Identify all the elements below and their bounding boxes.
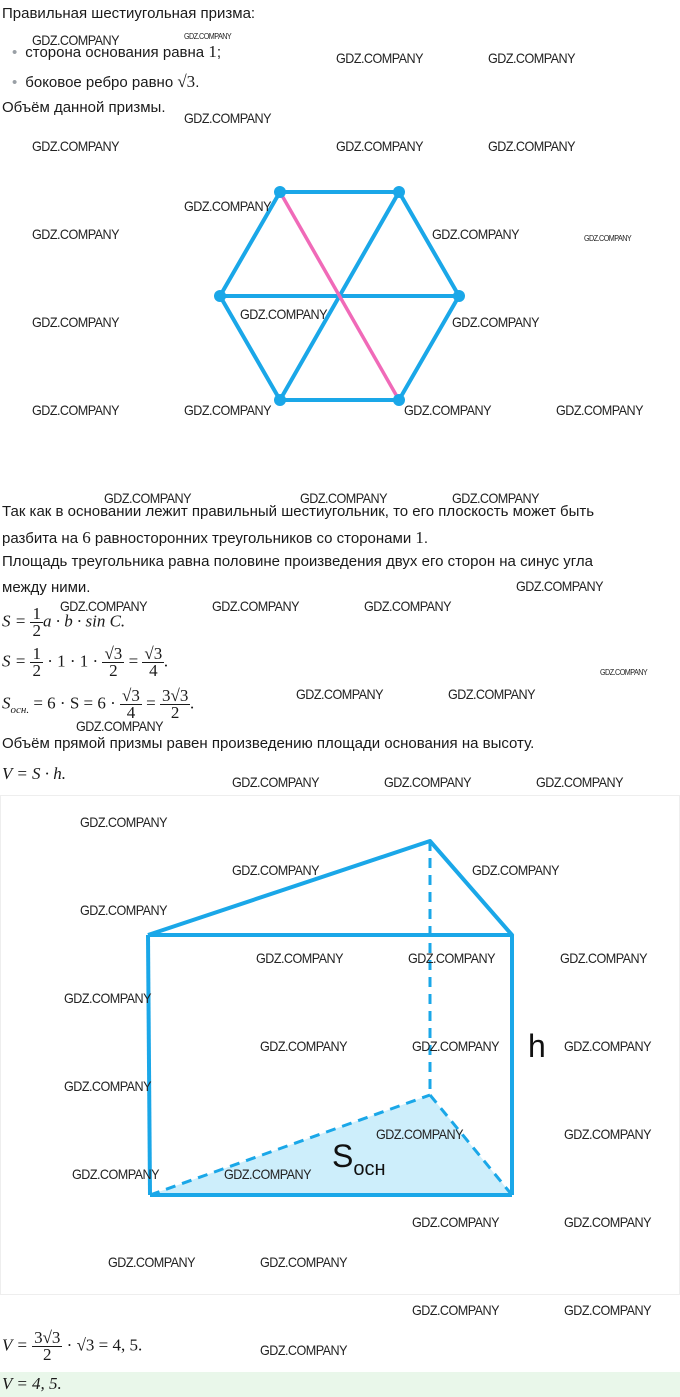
prism-base-label: $S_{осн}$: [332, 1138, 386, 1180]
prism-base-fill: [150, 1095, 512, 1195]
bullet-side: • сторона основания равна 1;: [12, 42, 221, 61]
formula-volume-result: V = $\frac{3√3}{2}$ · √3 = 4, 5.: [2, 1328, 143, 1364]
watermark: GDZ.COMPANY: [452, 490, 539, 506]
watermark: GDZ.COMPANY: [224, 1166, 311, 1182]
prism-left-edge: [148, 935, 150, 1195]
prism-top-face: [148, 841, 512, 935]
watermark: GDZ.COMPANY: [516, 578, 603, 594]
answer-text: V = 4, 5.: [2, 1374, 62, 1393]
watermark: GDZ.COMPANY: [404, 402, 491, 418]
watermark: GDZ.COMPANY: [32, 226, 119, 242]
formula-area-general: S = $\frac{1}{2}$ a · b · sin C.: [2, 604, 126, 640]
watermark: GDZ.COMPANY: [72, 1166, 159, 1182]
watermark: GDZ.COMPANY: [412, 1038, 499, 1054]
watermark: GDZ.COMPANY: [488, 138, 575, 154]
watermark: GDZ.COMPANY: [80, 814, 167, 830]
watermark: GDZ.COMPANY: [60, 598, 147, 614]
watermark: GDZ.COMPANY: [564, 1126, 651, 1142]
watermark: GDZ.COMPANY: [584, 234, 632, 243]
watermark: GDZ.COMPANY: [76, 718, 163, 734]
watermark: GDZ.COMPANY: [64, 1078, 151, 1094]
watermark: GDZ.COMPANY: [432, 226, 519, 242]
watermark: GDZ.COMPANY: [80, 902, 167, 918]
watermark: GDZ.COMPANY: [364, 598, 451, 614]
watermark: GDZ.COMPANY: [232, 862, 319, 878]
bullet-dot-icon: •: [12, 44, 18, 61]
prism-height-label: h: [528, 1028, 546, 1064]
problem-question: Объём данной призмы.: [2, 99, 166, 116]
hex-vertex: [214, 290, 226, 302]
watermark: GDZ.COMPANY: [556, 402, 643, 418]
watermark: GDZ.COMPANY: [296, 686, 383, 702]
watermark: GDZ.COMPANY: [448, 686, 535, 702]
watermark: GDZ.COMPANY: [184, 110, 271, 126]
solution-para1-line2: разбита на 6 равносторонних треугольников со сторонами 1.: [2, 528, 429, 547]
solution-para3: Объём прямой призмы равен произведению площади основания на высоту.: [2, 735, 535, 752]
watermark: GDZ.COMPANY: [452, 314, 539, 330]
watermark: GDZ.COMPANY: [488, 50, 575, 66]
watermark: GDZ.COMPANY: [564, 1038, 651, 1054]
watermark: GDZ.COMPANY: [32, 314, 119, 330]
watermark: GDZ.COMPANY: [600, 668, 648, 677]
watermark: GDZ.COMPANY: [184, 402, 271, 418]
watermark: GDZ.COMPANY: [564, 1302, 651, 1318]
formula-volume: V = S · h.: [2, 764, 67, 783]
bullet-edge: • боковое ребро равно √3.: [12, 72, 200, 91]
watermark: GDZ.COMPANY: [412, 1214, 499, 1230]
problem-title: Правильная шестиугольная призма:: [2, 5, 256, 22]
formula-area-base: $S_{осн.} = 6 \cdot S = 6$ · $\frac{√3}{4}$ = $\frac{3√3}{2}$ .: [2, 686, 195, 722]
watermark: GDZ.COMPANY: [212, 598, 299, 614]
solution-para2-line2: между ними.: [2, 579, 91, 596]
watermark: GDZ.COMPANY: [32, 138, 119, 154]
hex-vertex: [453, 290, 465, 302]
answer-box: [0, 1372, 680, 1397]
watermark: GDZ.COMPANY: [564, 1214, 651, 1230]
watermark: GDZ.COMPANY: [32, 32, 119, 48]
solution-para1-line1: Так как в основании лежит правильный шестиугольник, то его плоскость может быть: [2, 503, 595, 520]
watermark: GDZ.COMPANY: [260, 1342, 347, 1358]
watermark: GDZ.COMPANY: [536, 774, 623, 790]
watermark: GDZ.COMPANY: [232, 774, 319, 790]
watermark: GDZ.COMPANY: [184, 198, 271, 214]
watermark: GDZ.COMPANY: [64, 990, 151, 1006]
watermark: GDZ.COMPANY: [408, 950, 495, 966]
solution-para2-line1: Площадь треугольника равна половине произведения двух его сторон на синус угла: [2, 553, 593, 570]
hexagon-diagram: [0, 180, 680, 410]
watermark: GDZ.COMPANY: [32, 402, 119, 418]
watermark: GDZ.COMPANY: [300, 490, 387, 506]
watermark: GDZ.COMPANY: [384, 774, 471, 790]
watermark: GDZ.COMPANY: [472, 862, 559, 878]
watermark: GDZ.COMPANY: [560, 950, 647, 966]
watermark: GDZ.COMPANY: [104, 490, 191, 506]
hex-vertex: [393, 186, 405, 198]
bullet-dot-icon: •: [12, 74, 18, 91]
watermark: GDZ.COMPANY: [108, 1254, 195, 1270]
hex-vertex: [274, 186, 286, 198]
watermark: GDZ.COMPANY: [336, 50, 423, 66]
formula-area-triangle: S = $\frac{1}{2}$ · 1 · 1 · $\frac{√3}{2}$ = $\frac{√3}{4}$ .: [2, 644, 169, 680]
watermark: GDZ.COMPANY: [412, 1302, 499, 1318]
watermark: GDZ.COMPANY: [260, 1038, 347, 1054]
hex-vertex: [274, 394, 286, 406]
watermark: GDZ.COMPANY: [376, 1126, 463, 1142]
watermark: GDZ.COMPANY: [184, 32, 232, 41]
watermark: GDZ.COMPANY: [260, 1254, 347, 1270]
watermark: GDZ.COMPANY: [336, 138, 423, 154]
watermark: GDZ.COMPANY: [256, 950, 343, 966]
watermark: GDZ.COMPANY: [240, 306, 327, 322]
